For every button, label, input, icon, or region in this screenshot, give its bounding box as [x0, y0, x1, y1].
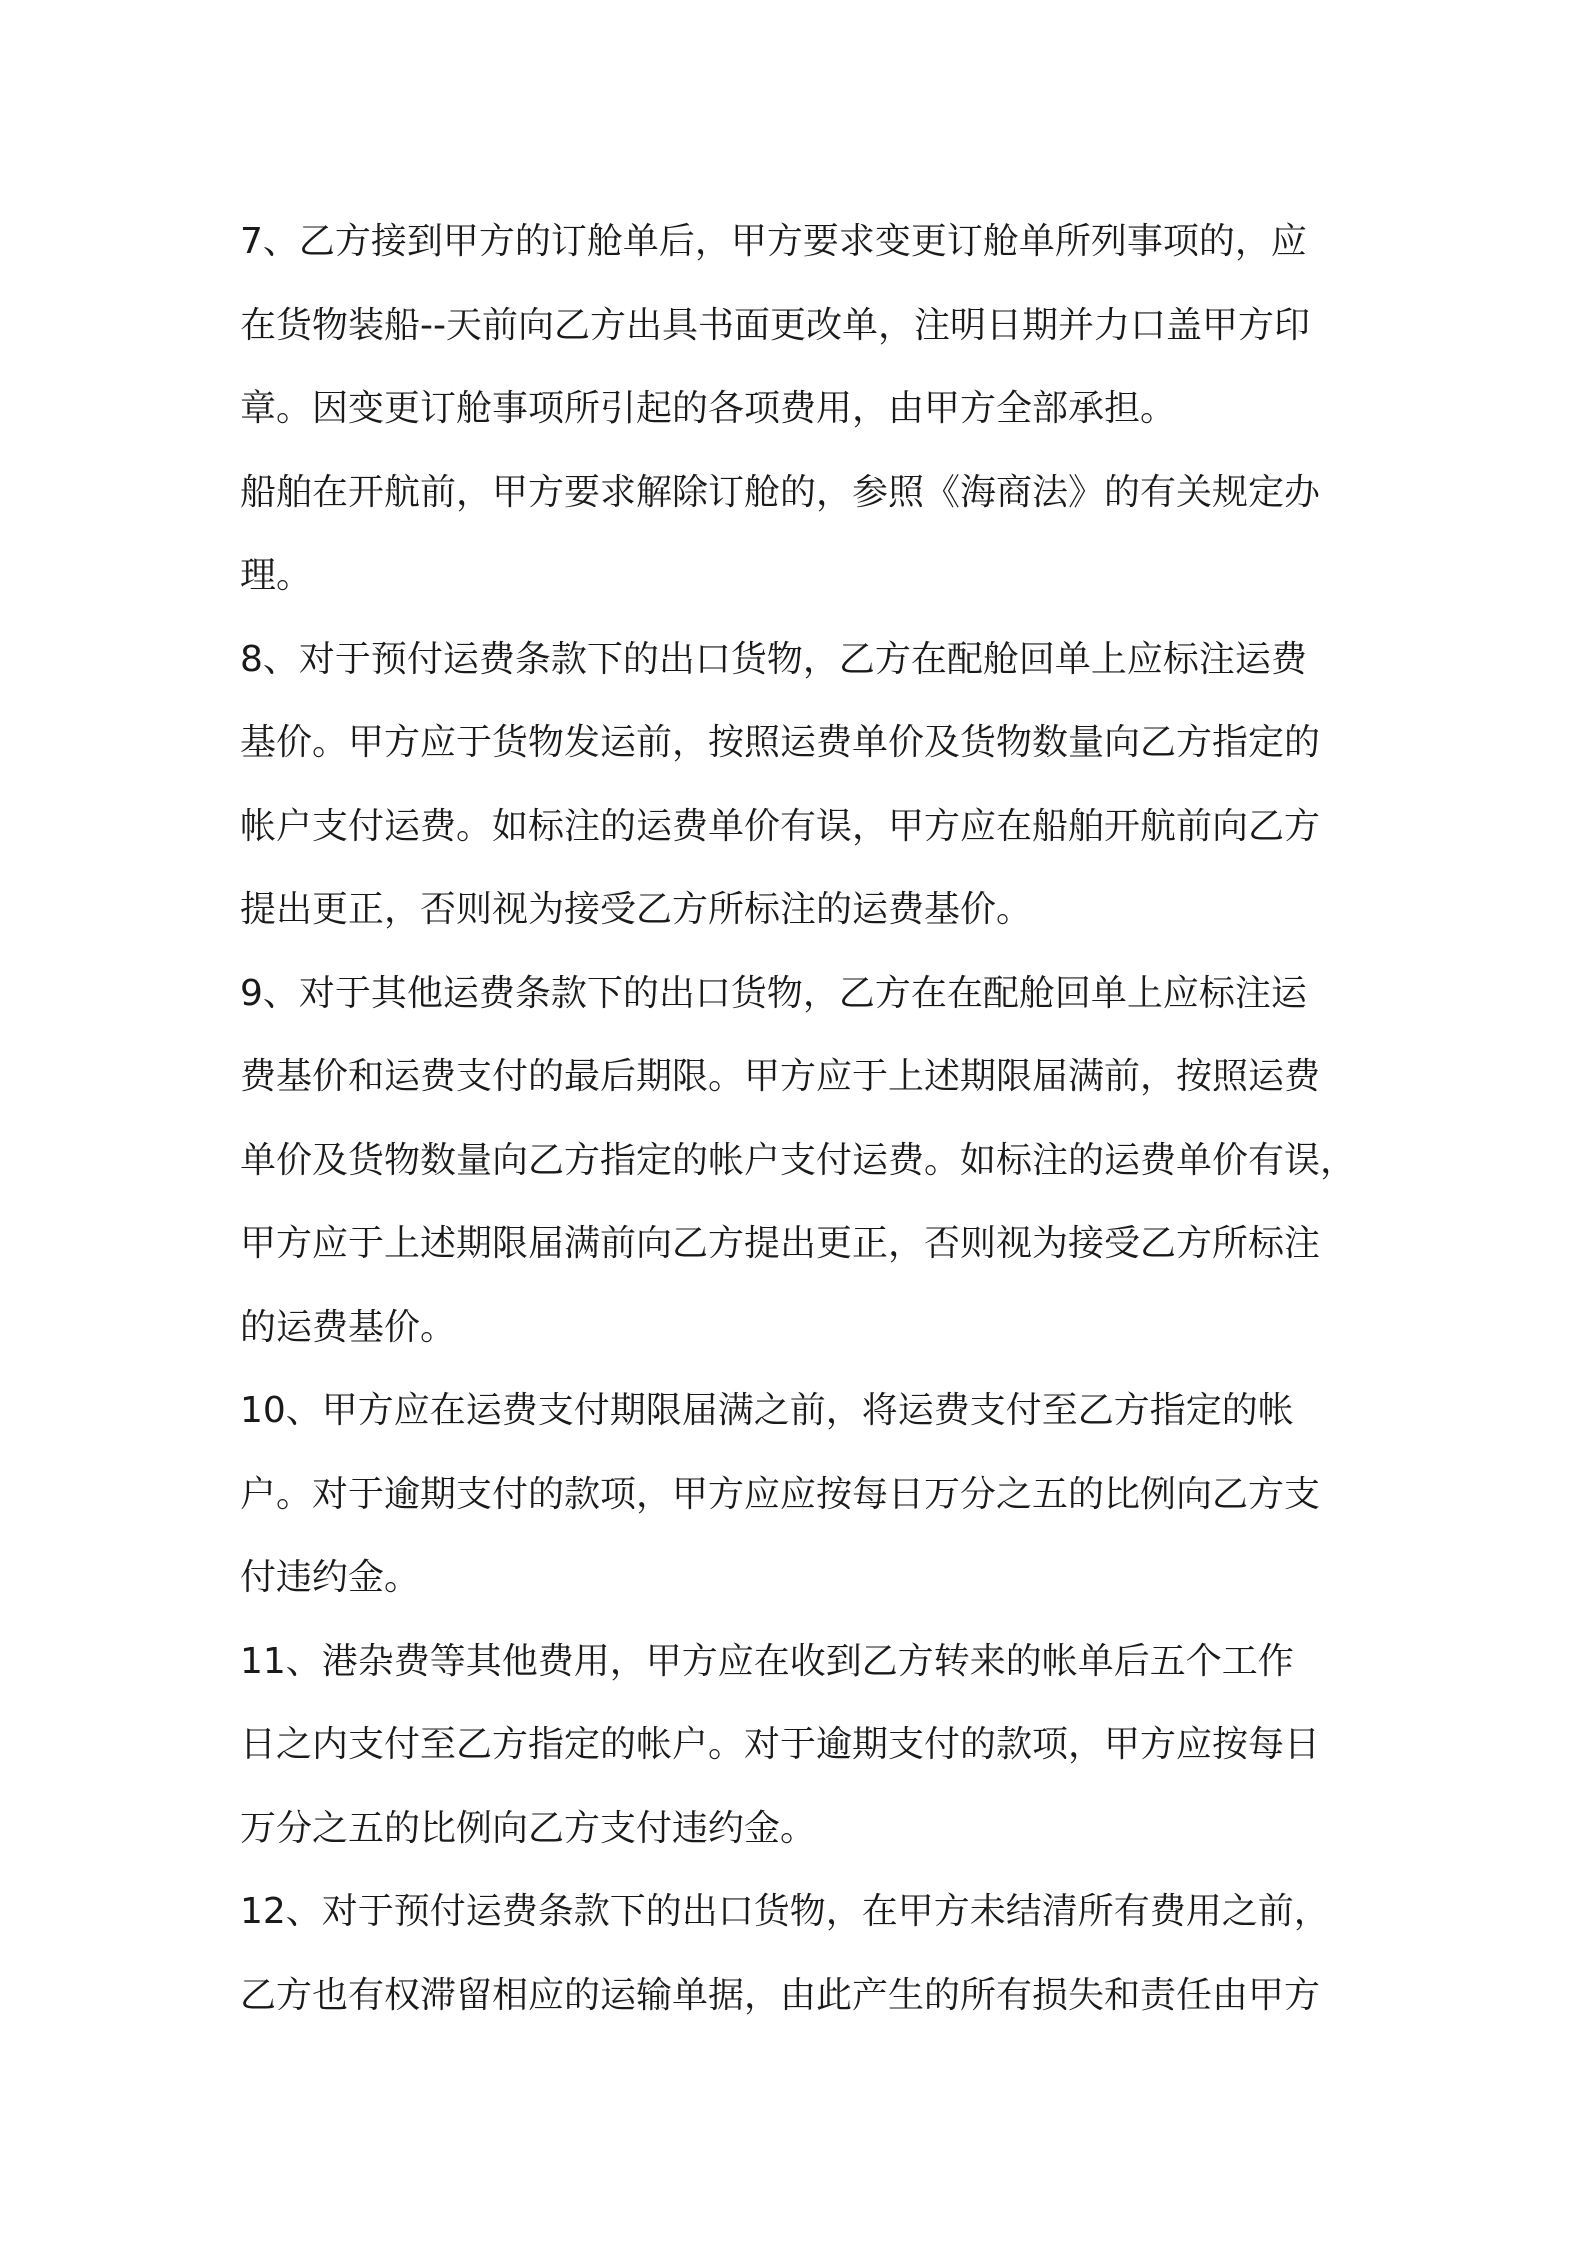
text-line: 付违约金。: [240, 1557, 421, 1598]
text-line: 8、对于预付运费条款下的出口货物，乙方在配舱回单上应标注运费: [240, 638, 1307, 680]
text-line: 9、对于其他运费条款下的出口货物，乙方在在配舱回单上应标注运: [240, 972, 1307, 1014]
contract-clauses: [240, 200, 1360, 2037]
text-line: 基价。甲方应于货物发运前，按照运费单价及货物数量向乙方指定的: [240, 722, 1321, 763]
text-line: 12、对于预付运费条款下的出口货物，在甲方未结清所有费用之前，: [240, 1891, 1330, 1932]
text-line: 提出更正，否则视为接受乙方所标注的运费基价。: [240, 889, 1033, 930]
text-line: 10、甲方应在运费支付期限届满之前，将运费支付至乙方指定的帐: [240, 1390, 1294, 1431]
text-line: 乙方也有权滞留相应的运输单据，由此产生的所有损失和责任由甲方: [240, 1974, 1321, 2016]
text-line: 在货物装船--天前向乙方出具书面更改单，注明日期并力口盖甲方印: [240, 304, 1310, 346]
text-line: 万分之五的比例向乙方支付违约金。: [240, 1807, 817, 1849]
text-line: 帐户支付运费。如标注的运费单价有误，甲方应在船舶开航前向乙方: [240, 805, 1321, 847]
text-line: 日之内支付至乙方指定的帐户。对于逾期支付的款项，甲方应按每日: [240, 1724, 1321, 1765]
text-line: 的运费基价。: [240, 1306, 457, 1348]
text-line: 船舶在开航前，甲方要求解除订舱的，参照《海商法》的有关规定办: [240, 471, 1321, 513]
text-line: 户。对于逾期支付的款项，甲方应应按每日万分之五的比例向乙方支: [240, 1473, 1321, 1515]
text-line: 理。: [240, 555, 313, 596]
text-line: 章。因变更订舱事项所引起的各项费用，由甲方全部承担。: [240, 388, 1177, 429]
text-line: 甲方应于上述期限届满前向乙方提出更正，否则视为接受乙方所标注: [240, 1223, 1321, 1264]
text-line: 单价及货物数量向乙方指定的帐户支付运费。如标注的运费单价有误，: [240, 1139, 1357, 1181]
text-line: 11、港杂费等其他费用，甲方应在收到乙方转来的帐单后五个工作: [240, 1640, 1294, 1682]
text-line: 费基价和运费支付的最后期限。甲方应于上述期限届满前，按照运费: [240, 1056, 1321, 1097]
text-line: 7、乙方接到甲方的订舱单后，甲方要求变更订舱单所列事项的，应: [240, 221, 1307, 262]
